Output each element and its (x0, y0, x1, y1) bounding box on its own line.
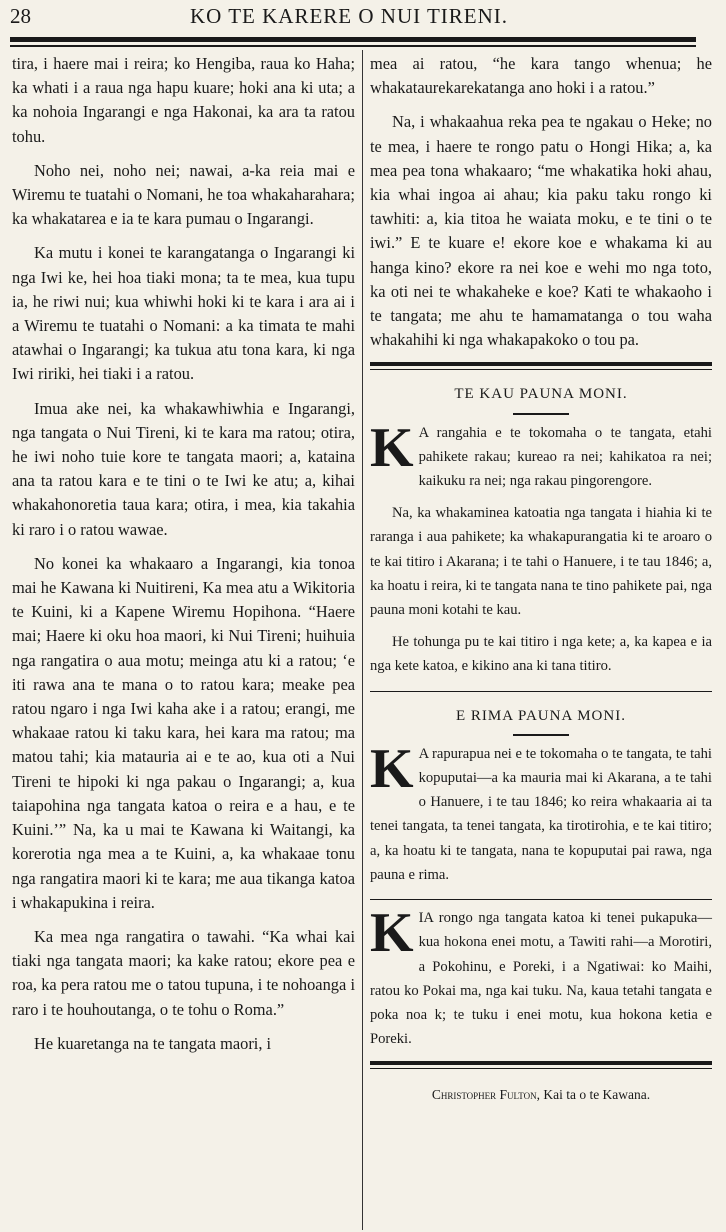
heading-underline (513, 413, 569, 415)
printer-role: , Kai ta o te Kawana. (536, 1087, 651, 1103)
heading-underline (513, 734, 569, 736)
paragraph: Na, ka whakaminea katoatia nga tangata i hiahia ki te raranga i aua pahikete; ka whakapurangatia ki te aroaro o te kai titiro i Akarana; i te tahi o Hanuere, i te tau 1846; a, ka hoatu i reira, ki te tangata nana te tino pahikete pai, nga pauna moni kotahi te kau. (370, 505, 712, 619)
notice-text: IA rongo nga tangata katoa ki tenei pukapuka—kua hokona enei motu, a Tawiti rahi—a Morotiri, a Pokohinu, e Poreki, i a Ngatiwai: ko Maihi, ratou ko Pokai ma, nga kai tuku. Na, kaua tetahi tangata e poka noa k; te tuku i enei motu, kua hokona ketia e Poreki. (370, 910, 712, 1048)
dropcap: K (370, 737, 414, 800)
header-rule-thick (10, 37, 696, 42)
section-rule (370, 369, 712, 370)
section-rule (370, 691, 712, 692)
notice-islands-sold (370, 902, 712, 1051)
section-rule (370, 1068, 712, 1069)
notice-five-pounds (370, 737, 712, 887)
notice-heading-five-pounds: E RIMA PAUNA MONI. (456, 707, 626, 724)
paragraph: Ka mutu i konei te karangatanga o Ingarangi ki nga Iwi ke, hei hoa tiaki mona; ta te mea, kua tupu ia, he riwi nui; kua whiwhi hoki ki te kara i ara ai i a Wiremu te tuatahi o Nomani: a ka timata te mahi atawhai o Ingarangi; ka tukua atu tona kara, ki nga Iwi ririki, hei tiaki i a ratou. (12, 243, 355, 384)
masthead-title: KO TE KARERE O NUI TIRENI. (190, 4, 509, 28)
paragraph: Imua ake nei, ka whakawhiwhia e Ingarangi, nga tangata o Nui Tireni, ki te kara ma ratou; otira, he iwi noho tuie kore te tangata maori; a, kataina ana ta ratou kara e te tini o te Iwi ke atu; a, kihai whakahonoretia taua kara; otira, i mea, kia takahia ki raro i o ratou wawae. (12, 398, 355, 539)
paragraph: Noho nei, noho nei; nawai, a-ka reia mai e Wiremu te tuatahi o Nomani, he toa whakaharahara; ka whakatarea e ia te kara pumau o Ingarangi. (12, 160, 355, 229)
dropcap: K (370, 902, 414, 965)
paragraph: No konei ka whakaaro a Ingarangi, kia tonoa mai he Kawana ki Nuitireni, Ka mea atu a Wikitoria te Kuini, ki a Kapene Wiremu Hopihona. “Haere mai; Haere ki oku hoa maori, ki Nui Tireni; huihuia nga rangatira o aua motu; meinga atu ki a ratou; ‘e iti rawa ana te mana o to ratou kara; meake pea ratou ngaro i nga Iwi kaha ake i a ratou; erangi, me whakaae ratou ki taku kara, hei kara ma ratou; ma matou tahi; kia matauria ai e te ao, kua oti a Nui Tireni te hipoki ki nga pakau o Ingarangi; a, kua taiapohina nga tangata katoa o reira e a hau, e te Kuini.’” Na, ka u mai te Kawana ki Waitangi, ka korerotia nga mea a te Kuini, a, ka whakaae tonu nga rangatira maori ki te kara; me aua tikanga katoa i whakapukina i reira. (12, 553, 355, 912)
dropcap: K (370, 416, 414, 479)
printer-signature (370, 1083, 712, 1107)
right-column (370, 52, 712, 1232)
paragraph: He tohunga pu te kai titiro i nga kete; a, ka kapea e ia nga kete katoa, e kikino ana ki tana titiro. (370, 634, 712, 675)
page-header (0, 0, 726, 30)
section-rule (370, 1061, 712, 1065)
paragraph: mea ai ratou, “he kara tango whenua; he whakataurekarekatanga ano hoki i a ratou.” (370, 54, 712, 98)
notice-heading-ten-pounds: TE KAU PAUNA MONI. (454, 386, 628, 403)
left-column (12, 52, 355, 1232)
column-divider (362, 50, 363, 1230)
notice-text: A rangahia e te tokomaha o te tangata, etahi pahikete rakau; kureao ra nei; kahikatoa ra nei; kaikuku ra nei; nga rakau pingorengore. (418, 424, 712, 490)
paragraph: Na, i whakaahua reka pea te ngakau o Heke; no te mea, i haere te rongo patu o Hongi Hika; a, ka mea pea tona whakaaro; “me whakatika hoki ahau, kia whai ingoa ai ahau; kia paku taku rongo ki tawhiti: a, kia titoa he waiata moku, e te tini o te iwi.” E te kuare e! ekore koe e whakama ki au hanga kino? ekore ra nei koe e wehi mo nga toto, ka oti nei te whakaheke e koe? Kati te whakaoho i te tangata; me ahu te hamamatanga o tou waha whakahihi ki nga whakapakoko o tou pa. (370, 112, 712, 350)
section-rule (370, 362, 712, 366)
paragraph: Ka mea nga rangatira o tawahi. “Ka whai kai tiaki nga tangata maori; ka kake ratou; ekore pea e roa, ka pera ratou me o tatou tupuna, i te nohoanga i raro i te houhoutanga, o te tohu o Roma.” (12, 926, 355, 1019)
paragraph: He kuaretanga na te tangata maori, i (34, 1033, 272, 1053)
page-number: 28 (10, 4, 31, 28)
printer-name: Christopher Fulton (431, 1087, 537, 1103)
paragraph: tira, i haere mai i reira; ko Hengiba, raua ko Haha; ka whati i a raua nga hapu kuare; hoki ana ki uta; a ka nohoia Ingarangi e nga Hakonai, ka ara ta ratou tohu. (12, 54, 355, 146)
notice-text: A rapurapua nei e te tokomaha o te tangata, te tahi kopuputai—a ka mauria mai ki Akarana, a te tahi o Hanuere, i te tau 1846; ko reira whakaaria ai ta tenei tangata, ta tenei tangata, ka tirotirohia, e te kai titiro; a, ka hoatu ki te tangata, nana te kopuputai pai rawa, nga pauna e rima. (370, 745, 712, 883)
header-rule-thin (10, 45, 696, 47)
notice-ten-pounds (370, 416, 712, 679)
section-rule (370, 899, 712, 900)
